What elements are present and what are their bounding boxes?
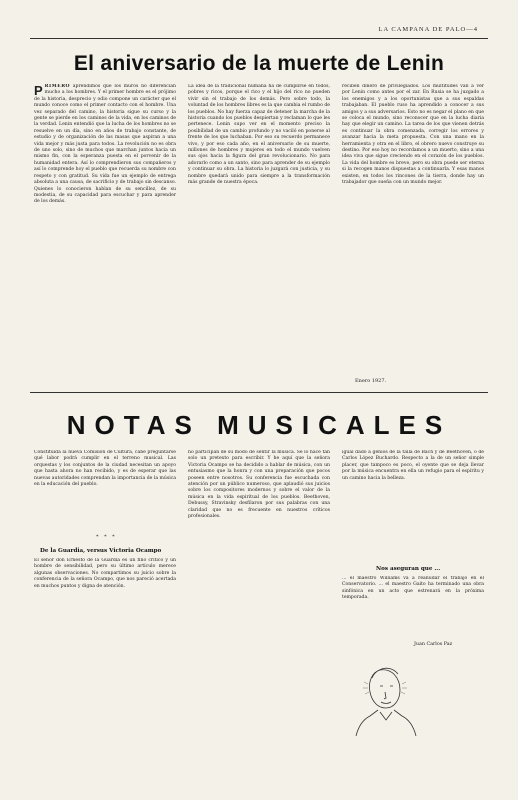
article2-col3-mid-text: ... el maestro Williams va a reanudar el trabajo en el Conservatorio. ... el maestro Gaito ha terminado una obra sinfónica en un acto que estrenará en la próxima temporada. — [342, 576, 484, 601]
article-headline-lenin: El aniversario de la muerte de Lenin — [73, 52, 445, 75]
article1-column-3 — [342, 84, 484, 370]
article2-column-3-top — [342, 450, 484, 560]
portrait-sketch — [350, 656, 425, 736]
drop-cap: P — [34, 84, 43, 98]
subhead-nos-aseguran: Nos aseguran que ... — [376, 566, 441, 572]
article2-intro-text: Constituida la nueva Comisión de Cultura, cabe preguntarse qué labor podrá cumplir en el terreno musical. Las orquestas y los conjuntos de la ciudad necesitan un apoyo que hasta ahora no han recibido, y es de esperar que las nuevas autoridades comprendan la importancia de la música en la educación del pueblo. — [34, 450, 176, 488]
article1-column-1 — [34, 84, 176, 374]
article2-column-1-intro — [34, 450, 176, 522]
running-head: LA CAMPANA DE PALO—4 — [378, 26, 478, 33]
article-headline-notas-musicales: NOTAS MUSICALES — [66, 410, 452, 440]
article2-column-1-body — [34, 558, 176, 678]
article1-col1-text: aprendimos que los muros no diferencian mucho a los hombres. Y el primer hombre es el prójimo de la historia, desprecio y odio compone un carácter que el mundo conoce como el primer contacto con el hombre. Una vez separado del camino, la historia sigue su curso y la gente se pierde en los caminos de la vida, en los caminos de la verdad. Lenin entendió que la lucha de los hombres no se resuelve en un día, sino en años de trabajo constante, de estudio y de organización de las masas que aspiran a una vida mejor y más justa para todos. La revolución no es obra de uno solo, sino de muchos que marchan juntos hacia un mismo fin, con la esperanza puesta en el porvenir de la humanidad entera. Así lo comprendieron sus compañeros y así lo comprende hoy el pueblo que recuerda su nombre con respeto y con gratitud. Su vida fue un ejemplo de entrega absoluta a una causa, de sacrificio y de trabajo sin descanso. Quienes lo conocieron hablan de su sencillez, de su modestia, de su capacidad para escuchar y para aprender de los demás. — [34, 84, 176, 205]
subhead-de-la-guardia: De la Guardia, versus Victoria Ocampo — [40, 548, 162, 554]
article2-col3-text: igual dado a genios de la talla de Bach y de Beethoven, o de Carlos López Buchardo. Respecto a la de un señor simple placer, que tampoco es poco, el oyente que se deja llevar por la música encuentra en ella un refugio para el espíritu y un camino hacia la belleza. — [342, 450, 484, 481]
article2-column-3-mid — [342, 576, 484, 646]
lead-word: RIMERO — [44, 84, 71, 89]
portrait-caption: Juan Carlos Paz — [414, 642, 453, 647]
article1-column-2 — [188, 84, 330, 374]
article2-column-2 — [188, 450, 330, 736]
article1-col3-text: reciben dinero de privilegiados. Los multitudes van a ver por Lenin como antes por el zar. En Rusia se ha juzgado a los enemigos y a los oportunistas que a sus espaldas trabajaban. El pueblo ruso ha aprendido a conocer a sus amigos y a sus adversarios. Esto no es negar el plano en que se coloca el mundo, sino reconocer que en la lucha diaria hay que elegir un camino. La tarea de los que vienen detrás es continuar la obra comenzada, corregir los errores y avanzar hacia la meta propuesta. Con una mano en la herramienta y otra en el libro, el obrero nuevo construye su destino. Por eso hoy no recordamos a un muerto, sino a una idea viva que sigue creciendo en el corazón de los pueblos. La vida del hombre es breve, pero su obra puede ser eterna si la recogen manos dispuestas a continuarla. Y esas manos existen, en todos los rincones de la tierra, donde hay un trabajador que sueña con un mundo mejor. — [342, 84, 484, 186]
dateline: Enero 1927. — [355, 378, 387, 384]
separator-stars: * * * — [96, 534, 117, 540]
article2-col1-text: El señor don Ernesto de la Guardia es un fino crítico y un hombre de sensibilidad, pero su último artículo merece algunas observaciones. No compartimos su juicio sobre la conferencia de la señora Ocampo, que nos pareció acertada en muchos puntos y digna de atención. — [34, 558, 176, 589]
top-rule — [30, 38, 488, 39]
article1-col2-text: La idea de la tradicional humana ha de cumplirse en todos, pobres y ricos, porque el rico y el hijo del rico no pueden vivir sin el trabajo de los demás. Pero sobre todo, la voluntad de los hombres libres es la que cambia el rumbo de los pueblos. No hay fuerza capaz de detener la marcha de la historia cuando los pueblos despiertan y reclaman lo que les pertenece. Lenin supo ver en el momento preciso la posibilidad de un cambio profundo y no vaciló en ponerse al frente de los que luchaban. Por eso su recuerdo permanece vivo, y por eso cada año, en el aniversario de su muerte, millones de hombres y mujeres en todo el mundo vuelven sus ojos hacia la figura del gran revolucionario. No para adorarlo como a un santo, sino para aprender de su ejemplo y continuar su obra. La historia lo juzgará con justicia, y su nombre quedará unido para siempre a la transformación más grande de nuestra época. — [188, 84, 330, 186]
section-rule — [30, 392, 488, 393]
article2-col2-text: no participan de su modo de sentir la música. Se lo hace tan solo un pretexto para escribir. Y he aquí que la señora Victoria Ocampo se ha decidido a hablar de música, con un entusiasmo que la honra y con una preparación que pocos poseen entre nosotros. Su conferencia fue escuchada con atención por un público numeroso, que aplaudió sus juicios sobre los compositores modernos y sobre el valor de la música en la vida espiritual de los pueblos. Beethoven, Debussy, Stravinsky desfilaron por sus palabras con una claridad que no es frecuente en nuestros críticos profesionales. — [188, 450, 330, 520]
